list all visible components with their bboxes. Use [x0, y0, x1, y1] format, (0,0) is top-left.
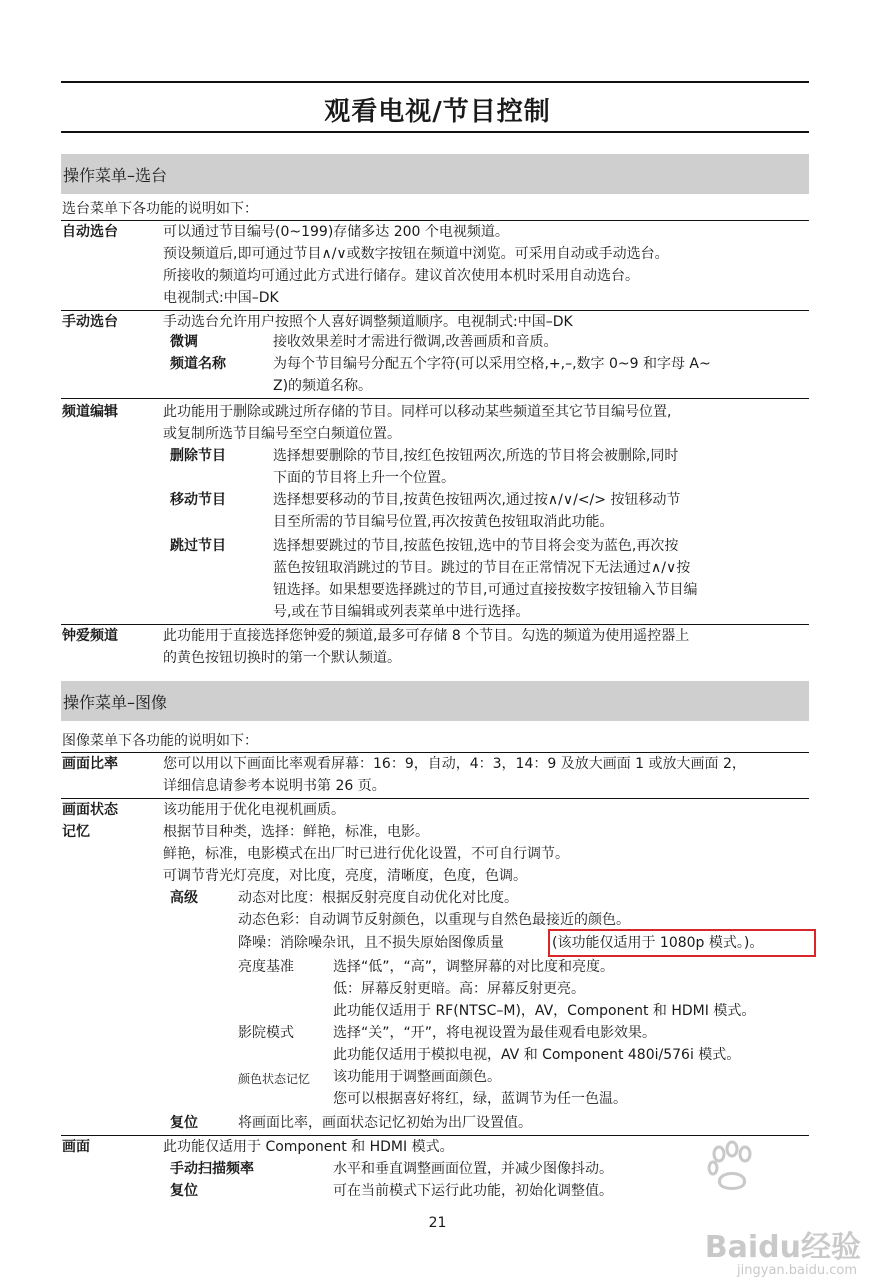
- auto-line: 预设频道后,即可通过节目∧/∨或数字按钮在频道中浏览。可采用自动或手动选台。: [163, 246, 669, 262]
- label-auto-tuning: 自动选台: [62, 224, 118, 240]
- row-divider: [61, 310, 809, 311]
- memory-line: 根据节目种类，选择：鲜艳，标准，电影。: [163, 824, 429, 840]
- row-divider: [61, 798, 809, 799]
- label-picture-memory: 画面状态: [62, 802, 118, 818]
- label-channel-edit: 频道编辑: [62, 404, 118, 420]
- label-color-memory: 颜色状态记忆: [238, 1072, 311, 1086]
- cinema-line: 选择“关”，“开”，将电视设置为最佳观看电影效果。: [333, 1025, 657, 1041]
- skip-line: 号,或在节目编辑或列表菜单中进行选择。: [273, 604, 530, 620]
- edit-line: 或复制所选节目编号至空白频道位置。: [163, 426, 401, 442]
- section-heading-text: 操作菜单–选台: [63, 166, 168, 185]
- memory-line: 可调节背光灯亮度，对比度，亮度，清晰度，色度，色调。: [163, 868, 527, 884]
- label-manual-tuning: 手动选台: [62, 314, 118, 330]
- top-rule: [61, 81, 809, 83]
- row-divider: [61, 220, 809, 221]
- label-screen-reset: 复位: [170, 1183, 198, 1199]
- skip-line: 蓝色按钮取消跳过的节目。跳过的节目在正常情况下无法通过∧/∨按: [273, 560, 691, 576]
- title-rule: [61, 131, 809, 133]
- channel-name-line: 为每个节目编号分配五个字符(可以采用空格,+,–,数字 0~9 和字母 A~: [273, 356, 711, 372]
- label-screen: 画面: [62, 1139, 90, 1155]
- section-heading-picture: [61, 681, 809, 721]
- delete-line: 选择想要删除的节目,按红色按钮两次,所选的节目将会被删除,同时: [273, 448, 679, 464]
- noise-reduction-text: 降噪：消除噪杂讯，且不损失原始图像质量: [238, 935, 504, 951]
- label-picture-memory-2: 记忆: [62, 824, 90, 840]
- skip-line: 选择想要跳过的节目,按蓝色按钮,选中的节目将会变为蓝色,再次按: [273, 538, 679, 554]
- advanced-line: 动态对比度：根据反射亮度自动优化对比度。: [238, 890, 518, 906]
- label-aspect: 画面比率: [62, 756, 118, 772]
- watermark-url: jingyan.baidu.com: [737, 1263, 857, 1278]
- label-cinema-mode: 影院模式: [238, 1025, 294, 1041]
- favorite-line: 的黄色按钮切换时的第一个默认频道。: [163, 650, 401, 666]
- move-line: 目至所需的节目编号位置,再次按黄色按钮取消此功能。: [273, 514, 614, 530]
- row-divider: [61, 1135, 809, 1136]
- channel-name-line: Z)的频道名称。: [273, 378, 373, 394]
- manual-scan-text: 水平和垂直调整画面位置，并减少图像抖动。: [333, 1161, 613, 1177]
- move-line: 选择想要移动的节目,按黄色按钮两次,通过按∧/∨/</> 按钮移动节: [273, 492, 681, 508]
- screen-line: 此功能仅适用于 Component 和 HDMI 模式。: [163, 1139, 454, 1155]
- skip-line: 钮选择。如果想要选择跳过的节目,可通过直接按数字按钮输入节目编: [273, 582, 698, 598]
- brightness-line: 低：屏幕反射更暗。高：屏幕反射更亮。: [333, 981, 585, 997]
- screen-reset-text: 可在当前模式下运行此功能，初始化调整值。: [333, 1183, 613, 1199]
- aspect-line: 您可以用以下画面比率观看屏幕：16：9，自动，4：3，14：9 及放大画面 1 或放大画面 2，: [163, 756, 746, 772]
- watermark-logo: Baidu经验: [704, 1230, 861, 1265]
- favorite-line: 此功能用于直接选择您钟爱的频道,最多可存储 8 个节目。勾选的频道为使用遥控器上: [163, 628, 690, 644]
- label-fine-tune: 微调: [170, 334, 198, 350]
- row-divider: [61, 752, 809, 753]
- edit-line: 此功能用于删除或跳过所存储的节目。同样可以移动某些频道至其它节目编号位置,: [163, 404, 672, 420]
- page-number: 21: [428, 1215, 447, 1231]
- label-move: 移动节目: [170, 492, 226, 508]
- page-title: 观看电视/节目控制: [324, 97, 551, 127]
- reset-text: 将画面比率，画面状态记忆初始为出厂设置值。: [238, 1115, 532, 1131]
- memory-line: 鲜艳，标准，电影模式在出厂时已进行优化设置，不可自行调节。: [163, 846, 569, 862]
- auto-line: 可以通过节目编号(0~199)存储多达 200 个电视频道。: [163, 224, 509, 240]
- brightness-line: 此功能仅适用于 RF(NTSC–M)，AV，Component 和 HDMI 模式。: [333, 1003, 756, 1019]
- intro-text: 图像菜单下各功能的说明如下：: [62, 733, 258, 749]
- fine-tune-text: 接收效果差时才需进行微调,改善画质和音质。: [273, 334, 558, 350]
- label-channel-name: 频道名称: [170, 356, 226, 372]
- aspect-line: 详细信息请参考本说明书第 26 页。: [163, 778, 386, 794]
- color-line: 您可以根据喜好将红，绿，蓝调节为任一色温。: [333, 1091, 627, 1107]
- memory-line: 该功能用于优化电视机画质。: [163, 802, 345, 818]
- label-advanced: 高级: [170, 890, 198, 906]
- color-line: 该功能用于调整画面颜色。: [333, 1069, 501, 1085]
- advanced-line: 动态色彩：自动调节反射颜色，以重现与自然色最接近的颜色。: [238, 912, 630, 928]
- noise-reduction-note: (该功能仅适用于 1080p 模式。)。: [552, 935, 764, 951]
- label-manual-scan: 手动扫描频率: [170, 1161, 254, 1177]
- intro-text: 选台菜单下各功能的说明如下：: [62, 201, 258, 217]
- label-favorite: 钟爱频道: [62, 628, 118, 644]
- delete-line: 下面的节目将上升一个位置。: [273, 470, 455, 486]
- label-reset: 复位: [170, 1115, 198, 1131]
- row-divider: [61, 624, 809, 625]
- cinema-line: 此功能仅适用于模拟电视，AV 和 Component 480i/576i 模式。: [333, 1047, 741, 1063]
- brightness-line: 选择“低”，“高”，调整屏幕的对比度和亮度。: [333, 959, 615, 975]
- label-delete: 删除节目: [170, 448, 226, 464]
- section-heading-tuning: [61, 154, 809, 194]
- label-skip: 跳过节目: [170, 538, 226, 554]
- paw-icon: [705, 1140, 759, 1194]
- section-heading-text: 操作菜单–图像: [63, 693, 168, 712]
- label-brightness-base: 亮度基准: [238, 959, 294, 975]
- auto-line: 所接收的频道均可通过此方式进行储存。建议首次使用本机时采用自动选台。: [163, 268, 639, 284]
- auto-line: 电视制式:中国–DK: [163, 290, 279, 306]
- manual-line: 手动选台允许用户按照个人喜好调整频道顺序。电视制式:中国–DK: [163, 314, 573, 330]
- row-divider: [61, 398, 809, 399]
